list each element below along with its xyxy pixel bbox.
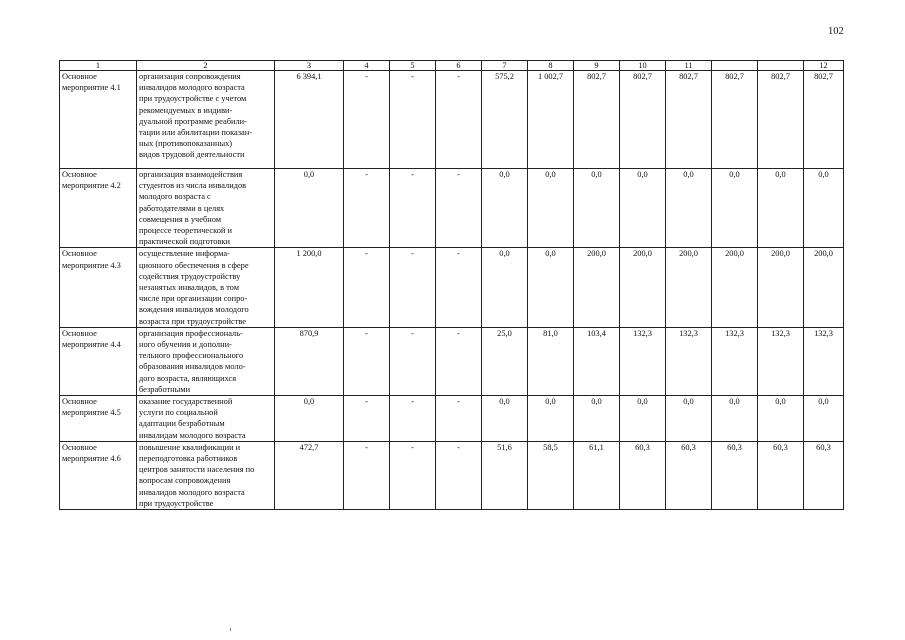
value-cell: 0,0 (574, 169, 620, 248)
value-cell: 0,0 (275, 396, 344, 442)
value-cell: 870,9 (275, 327, 344, 395)
table-row (60, 248, 844, 327)
value-cell: 0,0 (758, 169, 804, 248)
value-cell: 0,0 (528, 396, 574, 442)
measure-label: Основное мероприятие 4.3 (60, 248, 137, 327)
value-cell: - (436, 71, 482, 169)
value-cell: 0,0 (620, 396, 666, 442)
value-cell: - (390, 327, 436, 395)
value-cell: 802,7 (804, 71, 844, 169)
value-cell: - (390, 248, 436, 327)
value-cell: 81,0 (528, 327, 574, 395)
measures-table (59, 60, 844, 510)
value-cell: 200,0 (574, 248, 620, 327)
column-header (712, 61, 758, 71)
value-cell: 58,5 (528, 441, 574, 509)
column-header: 11 (666, 61, 712, 71)
value-cell: - (344, 169, 390, 248)
value-cell: - (344, 441, 390, 509)
value-cell: 802,7 (574, 71, 620, 169)
value-cell: - (390, 441, 436, 509)
value-cell: 200,0 (804, 248, 844, 327)
value-cell: - (436, 248, 482, 327)
value-cell: 200,0 (712, 248, 758, 327)
value-cell: 0,0 (482, 396, 528, 442)
scan-artifact (230, 628, 231, 631)
value-cell: 51,6 (482, 441, 528, 509)
measure-description: организация взаимодействия студентов из числа инвалидов молодого возраста с работодателями в целях совмещения в учебном процессе теоретической и практической подготовки (137, 169, 275, 248)
value-cell: - (344, 327, 390, 395)
column-header: 10 (620, 61, 666, 71)
measure-label: Основное мероприятие 4.2 (60, 169, 137, 248)
value-cell: 61,1 (574, 441, 620, 509)
value-cell: 0,0 (528, 248, 574, 327)
value-cell: 0,0 (804, 396, 844, 442)
value-cell: - (344, 396, 390, 442)
value-cell: 802,7 (712, 71, 758, 169)
column-header: 6 (436, 61, 482, 71)
value-cell: 60,3 (758, 441, 804, 509)
value-cell: 132,3 (620, 327, 666, 395)
value-cell: 60,3 (804, 441, 844, 509)
value-cell: - (436, 396, 482, 442)
table-row (60, 396, 844, 442)
value-cell: 60,3 (666, 441, 712, 509)
value-cell: 802,7 (666, 71, 712, 169)
table-row (60, 327, 844, 395)
value-cell: 200,0 (620, 248, 666, 327)
value-cell: 0,0 (712, 169, 758, 248)
value-cell: 60,3 (712, 441, 758, 509)
value-cell: 0,0 (528, 169, 574, 248)
value-cell: - (390, 71, 436, 169)
value-cell: 0,0 (482, 169, 528, 248)
column-header: 5 (390, 61, 436, 71)
measure-label: Основное мероприятие 4.1 (60, 71, 137, 169)
value-cell: 575,2 (482, 71, 528, 169)
page-number: 102 (828, 26, 844, 37)
column-header: 1 (60, 61, 137, 71)
value-cell: - (436, 169, 482, 248)
value-cell: - (390, 169, 436, 248)
value-cell: 0,0 (666, 396, 712, 442)
value-cell: 200,0 (666, 248, 712, 327)
value-cell: - (436, 327, 482, 395)
value-cell: 802,7 (758, 71, 804, 169)
value-cell: 802,7 (620, 71, 666, 169)
value-cell: 200,0 (758, 248, 804, 327)
value-cell: 0,0 (275, 169, 344, 248)
value-cell: 132,3 (712, 327, 758, 395)
column-header (758, 61, 804, 71)
column-header: 2 (137, 61, 275, 71)
value-cell: 0,0 (482, 248, 528, 327)
value-cell: 0,0 (666, 169, 712, 248)
table-row (60, 71, 844, 169)
value-cell: 472,7 (275, 441, 344, 509)
value-cell: 132,3 (804, 327, 844, 395)
value-cell: 1 200,0 (275, 248, 344, 327)
value-cell: 6 394,1 (275, 71, 344, 169)
value-cell: 60,3 (620, 441, 666, 509)
value-cell: 103,4 (574, 327, 620, 395)
value-cell: 0,0 (712, 396, 758, 442)
measure-label: Основное мероприятие 4.5 (60, 396, 137, 442)
value-cell: - (436, 441, 482, 509)
value-cell: - (390, 396, 436, 442)
table-row (60, 441, 844, 509)
value-cell: - (344, 248, 390, 327)
measure-description: организация профессиональ- ного обучения и дополни- тельного профессионального образования инвалидов моло- дого возраста, являющихся безработными (137, 327, 275, 395)
column-header: 7 (482, 61, 528, 71)
measure-label: Основное мероприятие 4.4 (60, 327, 137, 395)
column-header: 12 (804, 61, 844, 71)
column-header: 3 (275, 61, 344, 71)
measure-label: Основное мероприятие 4.6 (60, 441, 137, 509)
value-cell: 0,0 (804, 169, 844, 248)
value-cell: 0,0 (758, 396, 804, 442)
column-header: 4 (344, 61, 390, 71)
value-cell: 0,0 (574, 396, 620, 442)
column-header: 9 (574, 61, 620, 71)
measure-description: осуществление информа- ционного обеспечения в сфере содействия трудоустройству незанятых инвалидов, в том числе при организации сопро- вождения инвалидов молодого возраста при трудоустройстве (137, 248, 275, 327)
value-cell: - (344, 71, 390, 169)
value-cell: 25,0 (482, 327, 528, 395)
table-row (60, 169, 844, 248)
column-header: 8 (528, 61, 574, 71)
value-cell: 1 002,7 (528, 71, 574, 169)
header-row (60, 61, 844, 71)
value-cell: 132,3 (666, 327, 712, 395)
value-cell: 0,0 (620, 169, 666, 248)
measure-description: повышение квалификации и переподготовка работников центров занятости населения по вопросам сопровождения инвалидов молодого возраста при трудоустройстве (137, 441, 275, 509)
value-cell: 132,3 (758, 327, 804, 395)
measure-description: организация сопровождения инвалидов молодого возраста при трудоустройстве с учетом рекомендуемых в индиви- дуальной программе реабили- тации или абилитации показан- ных (противопоказанных) видов трудовой деятельности (137, 71, 275, 169)
measure-description: оказание государственной услуги по социальной адаптации безработным инвалидам молодого возраста (137, 396, 275, 442)
